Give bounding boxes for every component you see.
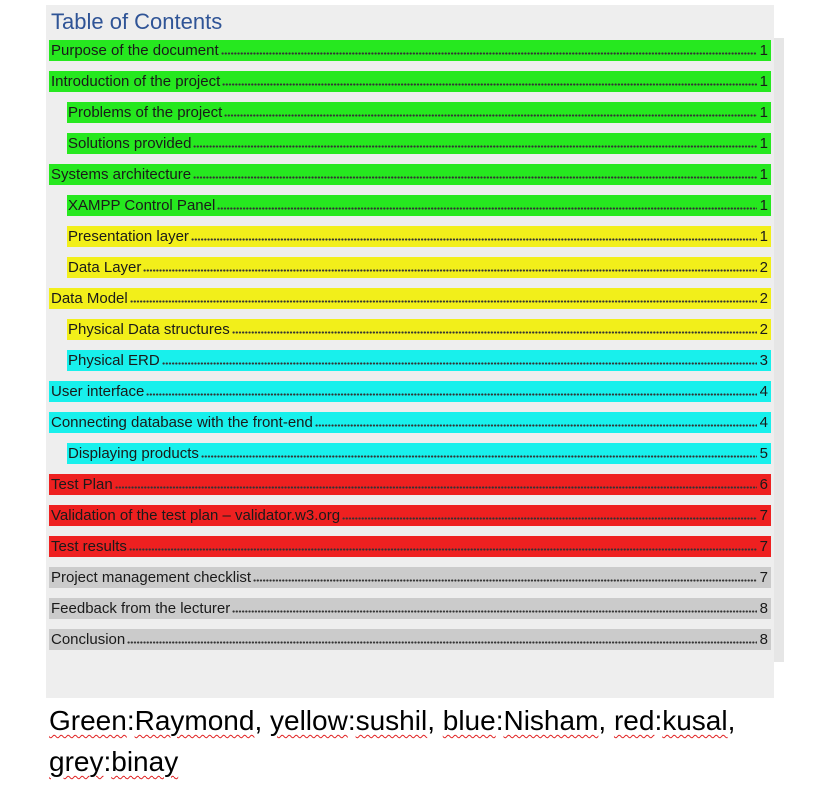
toc-entry-label: Data Model [51, 290, 128, 307]
toc-entry-label: Test Plan [51, 476, 113, 493]
toc-entry-label: Problems of the project [68, 104, 223, 121]
toc-entry-page: 8 [759, 600, 768, 617]
toc-entry-leader [146, 392, 756, 398]
toc-entry-page: 3 [759, 352, 768, 369]
toc-entry-leader [127, 640, 756, 646]
toc-entry[interactable] [49, 412, 771, 433]
toc-entry-page: 1 [759, 104, 768, 121]
toc-entry-label: Displaying products [68, 445, 199, 462]
toc-entry-leader [224, 113, 756, 119]
toc-entry[interactable] [49, 567, 771, 588]
toc-entry-label: Physical Data structures [68, 321, 230, 338]
toc-entry-leader [232, 330, 757, 336]
toc-entry-page: 1 [759, 135, 768, 152]
toc-entry-page: 2 [759, 321, 768, 338]
color-legend: Green:Raymond, yellow:sushil, blue:Nisham, red:kusal, grey:binay [49, 705, 736, 777]
toc-entry[interactable] [49, 629, 771, 650]
toc-entry-leader [193, 175, 757, 181]
toc-entry-label: User interface [51, 383, 145, 400]
toc-entry-page: 2 [759, 290, 768, 307]
toc-entry-page: 4 [759, 383, 768, 400]
toc-entry-label: Systems architecture [51, 166, 192, 183]
toc-entry-page: 5 [759, 445, 768, 462]
toc-entry-leader [315, 423, 757, 429]
toc-entry-leader [253, 578, 757, 584]
toc-entry-page: 1 [759, 197, 768, 214]
toc-entry[interactable] [49, 288, 771, 309]
toc-entry-leader [221, 51, 757, 57]
toc-entry[interactable] [49, 598, 771, 619]
toc-entry-label: Solutions provided [68, 135, 192, 152]
toc-entry-label: XAMPP Control Panel [68, 197, 216, 214]
toc-entry[interactable] [67, 195, 771, 216]
toc-entry[interactable] [67, 443, 771, 464]
toc-entry-label: Introduction of the project [51, 73, 221, 90]
toc-entry-label: Connecting database with the front-end [51, 414, 313, 431]
legend-yellow-word: yellow [270, 705, 348, 736]
toc-entry-leader [191, 237, 757, 243]
legend-grey-word: grey [49, 746, 104, 777]
toc-entry-label: Data Layer [68, 259, 142, 276]
toc-panel-shadow [774, 38, 784, 662]
legend-yellow-name: sushil [355, 705, 428, 736]
toc-entry-leader [193, 144, 756, 150]
legend-green-name: Raymond [134, 705, 255, 736]
toc-entry-page: 1 [759, 42, 768, 59]
toc-entry[interactable] [49, 71, 771, 92]
toc-entry-label: Presentation layer [68, 228, 189, 245]
legend-green-word: Green [49, 705, 127, 736]
toc-entry[interactable] [67, 350, 771, 371]
toc-entry-leader [222, 82, 756, 88]
toc-entry-page: 7 [759, 538, 768, 555]
toc-entry-label: Purpose of the document [51, 42, 219, 59]
toc-entry-page: 7 [759, 507, 768, 524]
toc-entry-page: 1 [759, 228, 768, 245]
toc-entry-leader [129, 547, 757, 553]
toc-entry-page: 2 [759, 259, 768, 276]
toc-entry[interactable] [49, 381, 771, 402]
legend-red-word: red [613, 705, 655, 736]
toc-entry[interactable] [67, 257, 771, 278]
toc-entry-page: 7 [759, 569, 768, 586]
toc-entry-leader [115, 485, 757, 491]
toc-entry[interactable] [49, 536, 771, 557]
toc-entry[interactable] [49, 505, 771, 526]
toc-entry-leader [143, 268, 756, 274]
toc-entry-page: 4 [759, 414, 768, 431]
legend-grey-name: binay [111, 746, 179, 777]
toc-entry-page: 1 [759, 166, 768, 183]
toc-entry[interactable] [67, 133, 771, 154]
toc-entry-leader [232, 609, 756, 615]
legend-red-name: kusal [662, 705, 728, 736]
toc-title: Table of Contents [51, 9, 223, 34]
toc-entry-label: Feedback from the lecturer [51, 600, 231, 617]
legend-blue-name: Nisham [503, 705, 599, 736]
toc-entry[interactable] [67, 226, 771, 247]
toc-entry-label: Validation of the test plan – validator.w3.org [51, 507, 341, 524]
toc-entry-leader [342, 516, 757, 522]
toc-entry-page: 6 [759, 476, 768, 493]
toc-entry-label: Conclusion [51, 631, 126, 648]
toc-entry-leader [130, 299, 757, 305]
toc-entry-leader [217, 206, 756, 212]
toc-entry[interactable] [67, 319, 771, 340]
toc-entry-leader [201, 454, 757, 460]
legend-blue-word: blue [442, 705, 496, 736]
toc-entry-label: Test results [51, 538, 127, 555]
toc-entry[interactable] [67, 102, 771, 123]
toc-entry-leader [162, 361, 757, 367]
toc-entry-label: Physical ERD [68, 352, 160, 369]
toc-entry[interactable] [49, 474, 771, 495]
toc-entry-label: Project management checklist [51, 569, 252, 586]
toc-entry-page: 8 [759, 631, 768, 648]
toc-entry-page: 1 [759, 73, 768, 90]
toc-entry[interactable] [49, 40, 771, 61]
toc-entry[interactable] [49, 164, 771, 185]
